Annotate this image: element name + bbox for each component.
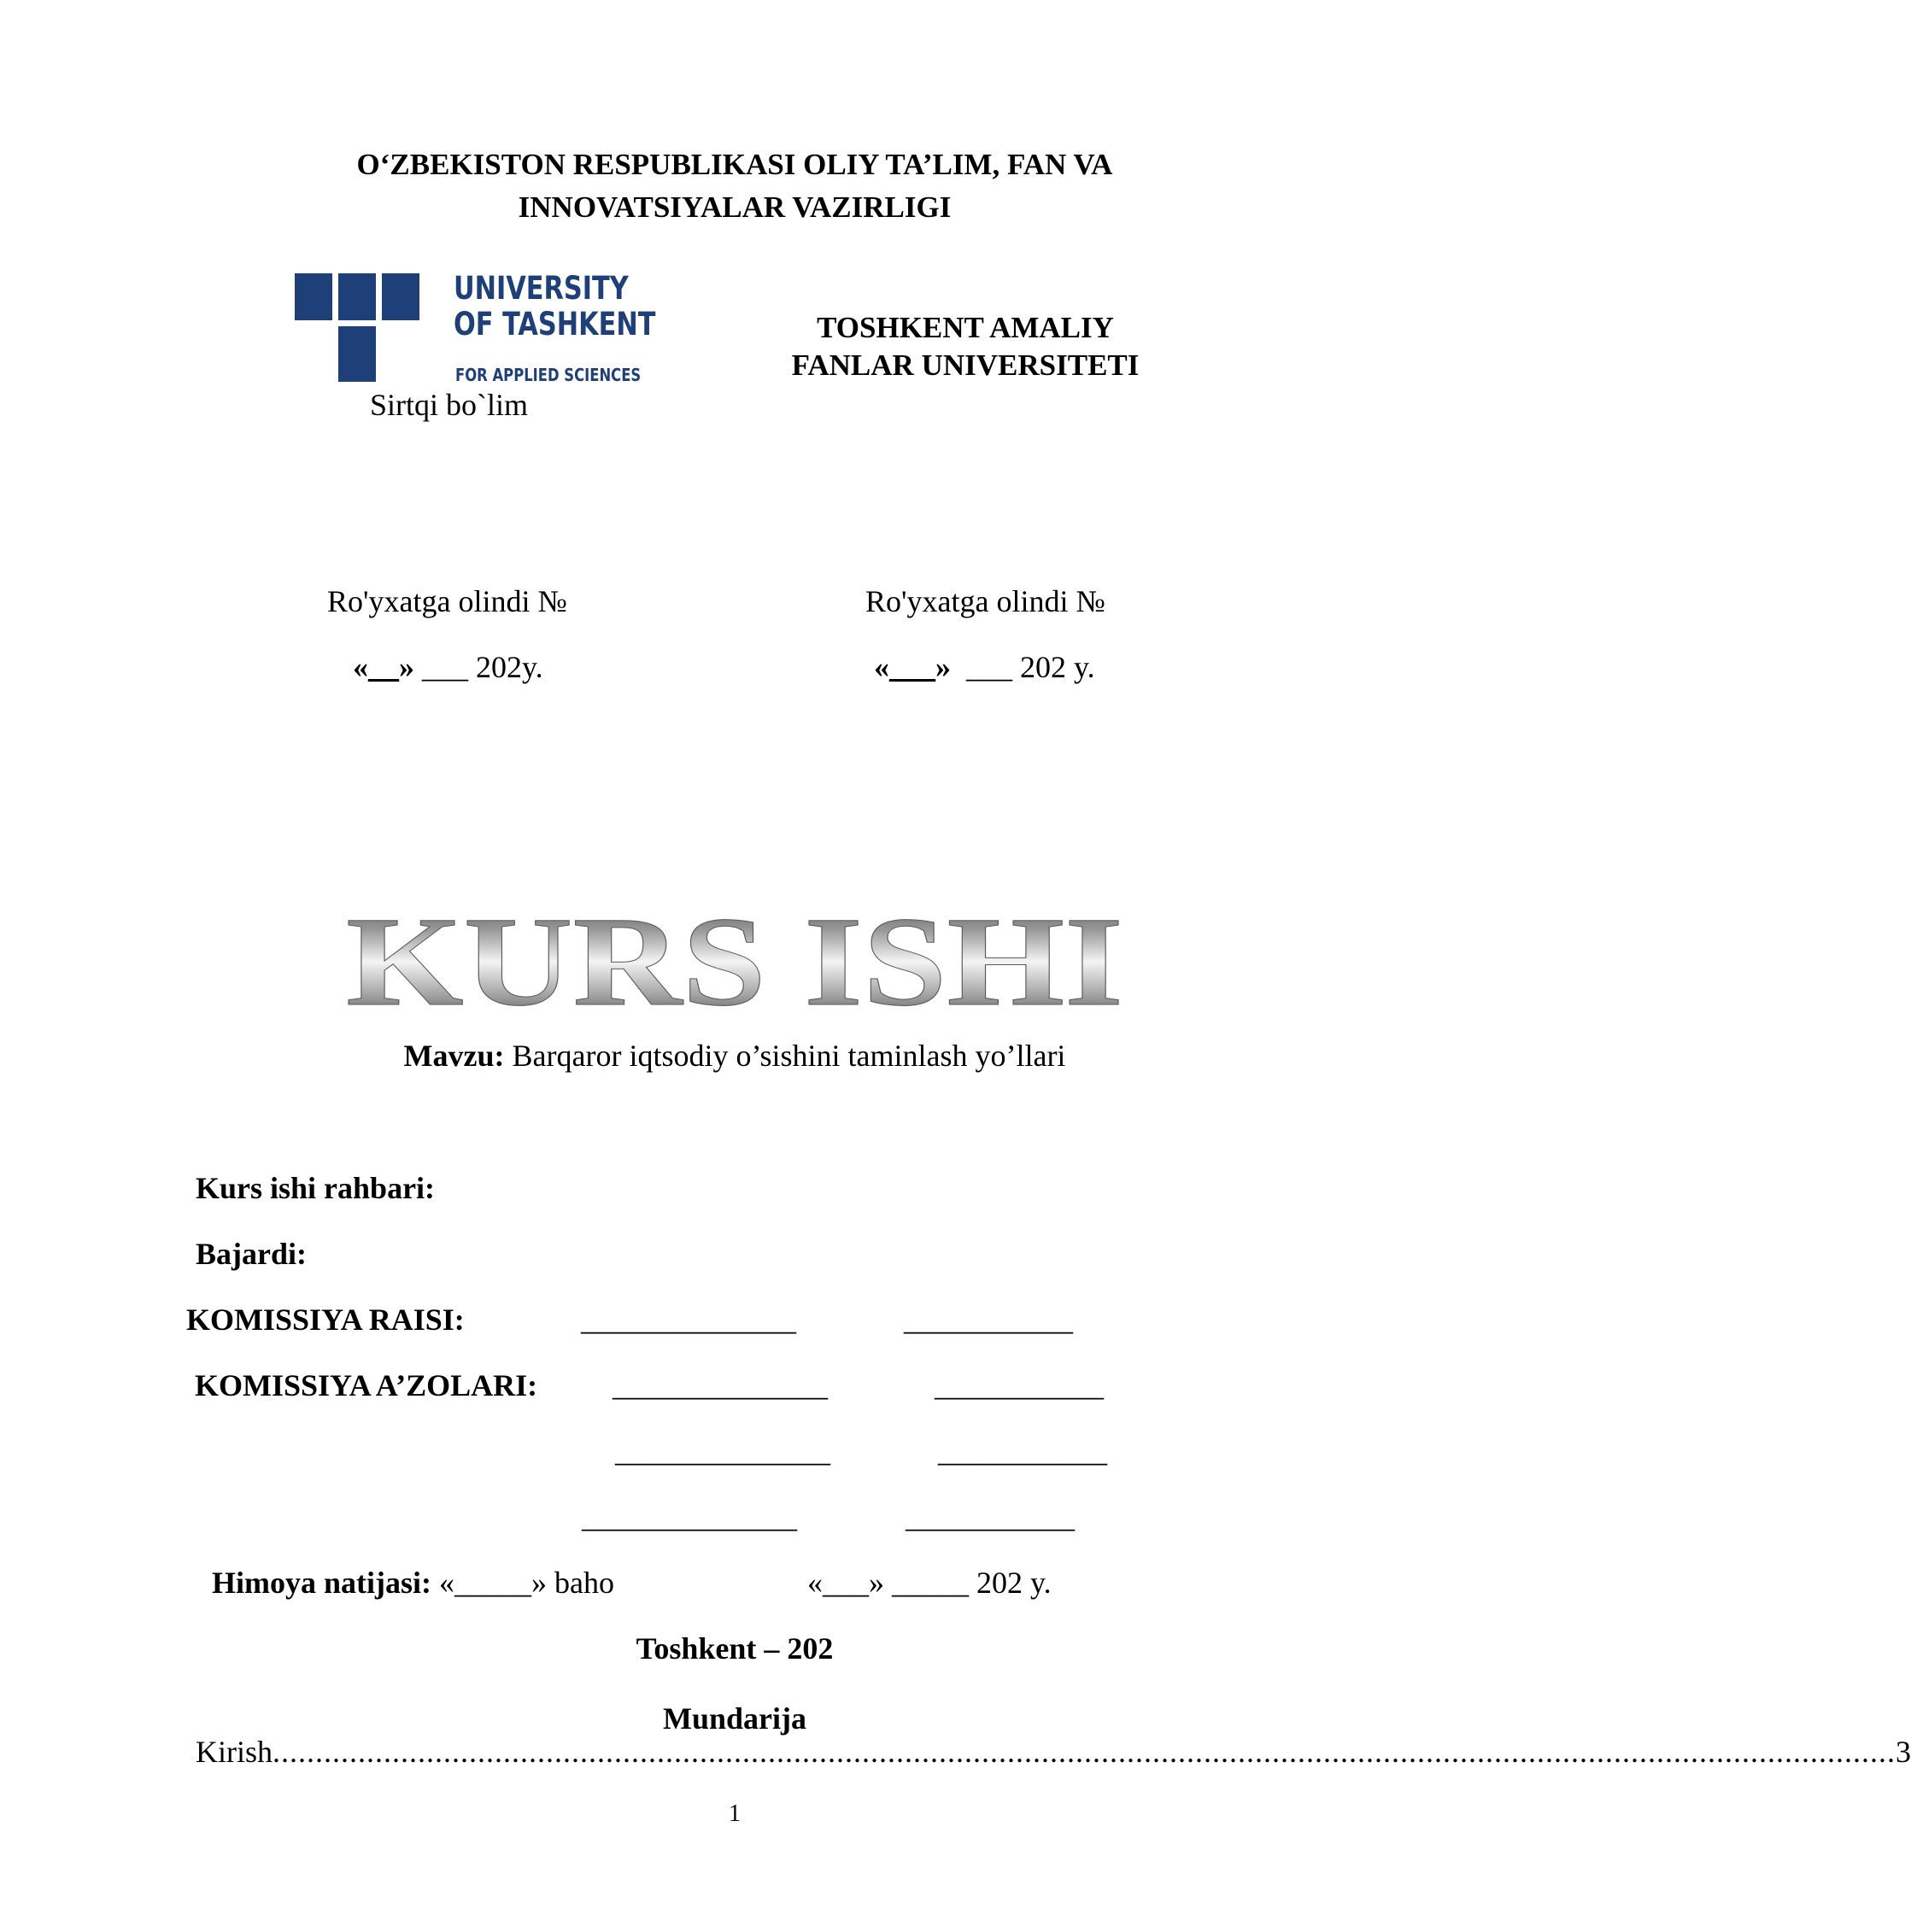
toc-leader-dots: .............................................................................................................................................................................................. [273, 1735, 1896, 1769]
defense-result [212, 1565, 614, 1601]
registration-left-label: Ro'yxatga olindi № [327, 584, 567, 618]
ministry-line-1: O‘ZBEKISTON RESPUBLIKASI OLIY TA’LIM, FAN VA [356, 148, 1113, 181]
toc-entry[interactable] [196, 1734, 1911, 1770]
logo-mark-icon [295, 273, 423, 384]
topic-text: Barqaror iqtsodiy o’sishini taminlash yo’llari [504, 1039, 1066, 1073]
department-label: Sirtqi bo`lim [370, 388, 529, 422]
supervisor-label: Kurs ishi rahbari: [196, 1171, 436, 1205]
toc-entry-page: 3 [1896, 1735, 1911, 1769]
page-number: 1 [729, 1800, 741, 1827]
defense-label: Himoya natijasi: [212, 1566, 431, 1600]
member-2-signature-line: ______________ [615, 1434, 830, 1468]
university-logo [295, 270, 656, 389]
logo-line-1: UNIVERSITY [454, 270, 629, 307]
document-title-text: KURS ISHI [346, 891, 1123, 1033]
document-title [342, 891, 1128, 1033]
registration-left-date: «__» ___ 202y. [353, 650, 543, 684]
member-1-date-line: ___________ [935, 1368, 1104, 1402]
performer-label: Bajardi: [196, 1237, 307, 1271]
member-3-signature-line: ______________ [582, 1500, 797, 1534]
commission-chair-label: KOMISSIYA RAISI: [186, 1303, 465, 1337]
member-3-date-line: ___________ [906, 1500, 1075, 1534]
topic-label: Mavzu: [403, 1039, 505, 1073]
toc-entry-label: Kirish [196, 1735, 273, 1769]
defense-grade: «_____» baho [431, 1566, 614, 1600]
university-name-line-1: TOSHKENT AMALIY [817, 311, 1114, 344]
city-year: Toshkent – 202 [636, 1631, 834, 1666]
member-2-date-line: ___________ [938, 1434, 1107, 1468]
defense-date: «___» _____ 202 y. [807, 1566, 1052, 1600]
chair-signature-line: ______________ [581, 1303, 796, 1337]
ministry-line-2: INNOVATSIYALAR VAZIRLIGI [518, 190, 952, 224]
chair-date-line: ___________ [904, 1303, 1073, 1337]
ministry-header [290, 143, 1179, 229]
logo-line-3: FOR APPLIED SCIENCES [455, 365, 642, 385]
registration-right-date: «___» ___ 202 y. [874, 650, 1095, 684]
university-name-line-2: FANLAR UNIVERSITETI [791, 348, 1140, 382]
registration-right-label: Ro'yxatga olindi № [865, 584, 1105, 618]
topic-line [290, 1038, 1179, 1074]
toc-heading: Mundarija [662, 1701, 806, 1736]
commission-members-label: KOMISSIYA A’ZOLARI: [195, 1368, 538, 1402]
logo-line-2: OF TASHKENT [454, 306, 656, 342]
university-name [769, 309, 1162, 384]
member-1-signature-line: ______________ [613, 1368, 828, 1402]
